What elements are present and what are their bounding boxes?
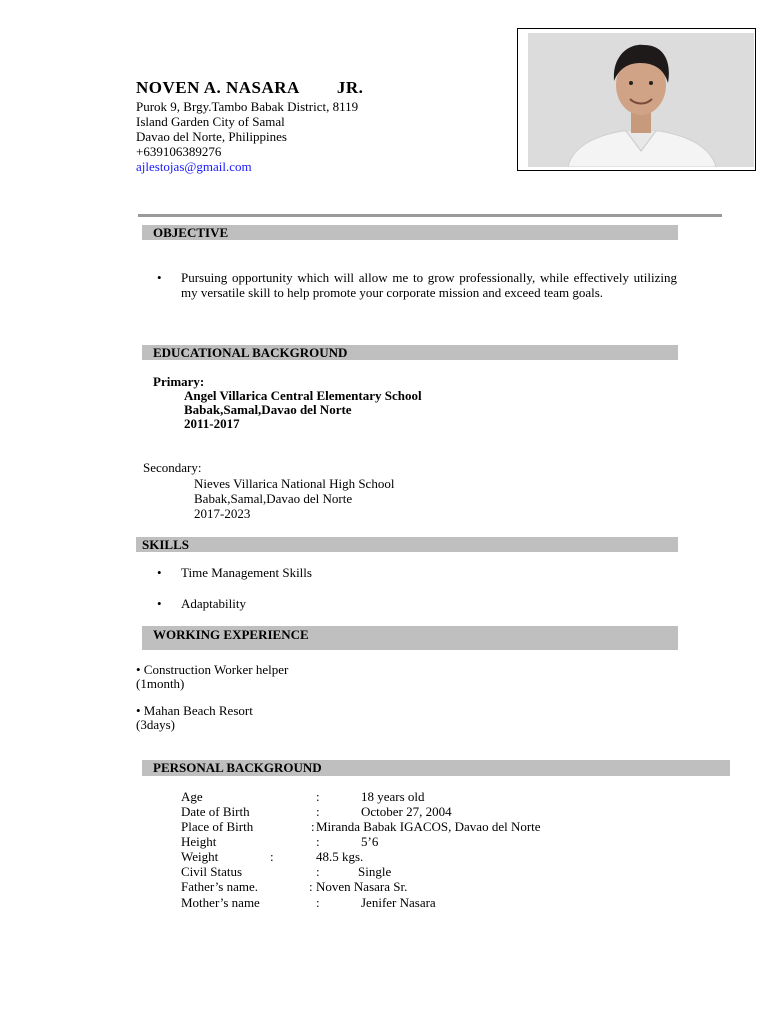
school-address: Babak,Samal,Davao del Norte: [184, 402, 352, 417]
school-years: 2017-2023: [194, 506, 251, 521]
personal-label: Civil Status: [181, 864, 243, 879]
section-header-skills: [136, 537, 678, 552]
personal-label: Age: [181, 789, 203, 804]
personal-value: Single: [358, 864, 392, 879]
personal-separator: :: [316, 895, 320, 910]
objective-item: [157, 270, 677, 300]
header-divider: [138, 214, 722, 217]
applicant-name: [136, 78, 363, 98]
personal-value: Miranda Babak IGACOS, Davao del Norte: [316, 819, 541, 834]
personal-separator: :: [311, 819, 315, 834]
school-name: Nieves Villarica National High School: [194, 476, 395, 491]
personal-separator: :: [316, 864, 320, 879]
name-suffix: JR.: [336, 78, 364, 97]
person-portrait-icon: [528, 33, 754, 167]
personal-label: Mother’s name: [181, 895, 260, 910]
school-address: Babak,Samal,Davao del Norte: [194, 491, 353, 506]
name-text: NOVEN A. NASARA: [136, 78, 299, 97]
experience-duration: (1month): [136, 676, 185, 691]
school-years: 2011-2017: [184, 416, 240, 431]
primary-school: [184, 389, 422, 431]
section-header-education: [142, 345, 678, 360]
section-title: EDUCATIONAL BACKGROUND: [153, 345, 348, 360]
section-title: PERSONAL BACKGROUND: [153, 760, 322, 775]
skill-text: Time Management Skills: [181, 565, 312, 580]
secondary-label: Secondary:: [143, 460, 202, 475]
bullet-icon: •: [157, 270, 162, 285]
primary-label: Primary:: [153, 374, 205, 389]
phone-number: +639106389276: [136, 144, 222, 159]
personal-value: Jenifer Nasara: [361, 895, 436, 910]
experience-duration: (3days): [136, 717, 175, 732]
personal-label: Father’s name.: [181, 879, 259, 894]
section-title: WORKING EXPERIENCE: [153, 627, 309, 642]
personal-label: Height: [181, 834, 217, 849]
secondary-school: [194, 476, 394, 521]
skill-item: [157, 596, 557, 611]
personal-value: 5’6: [361, 834, 379, 849]
personal-value: Noven Nasara Sr.: [316, 879, 408, 894]
experience-role: • Construction Worker helper: [136, 662, 289, 677]
email-link[interactable]: ajlestojas@gmail.com: [136, 159, 252, 174]
personal-separator: :: [316, 789, 320, 804]
skill-text: Adaptability: [181, 596, 246, 611]
address-line: Island Garden City of Samal: [136, 114, 285, 129]
personal-label: Place of Birth: [181, 819, 254, 834]
section-header-experience: [142, 626, 678, 650]
profile-photo: [528, 33, 754, 167]
section-header-objective: [142, 225, 678, 240]
bullet-icon: •: [157, 596, 162, 611]
personal-separator: :: [316, 804, 320, 819]
personal-separator: :: [309, 879, 313, 894]
personal-value: October 27, 2004: [361, 804, 452, 819]
objective-text: Pursuing opportunity which will allow me to grow professionally, while effectively utilizing my versatile skill to help promote your corporate mission and exceed team goals.: [181, 270, 677, 300]
personal-value: 48.5 kgs.: [316, 849, 364, 864]
address-line: Davao del Norte, Philippines: [136, 129, 287, 144]
address-line: Purok 9, Brgy.Tambo Babak District, 8119: [136, 99, 359, 114]
section-title: SKILLS: [142, 537, 189, 552]
experience-item: [136, 704, 253, 732]
personal-label: Weight: [181, 849, 219, 864]
bullet-icon: •: [157, 565, 162, 580]
experience-role: • Mahan Beach Resort: [136, 703, 253, 718]
skill-item: [157, 565, 557, 580]
section-title: OBJECTIVE: [153, 225, 229, 240]
personal-label: Date of Birth: [181, 804, 250, 819]
experience-item: [136, 663, 288, 691]
profile-photo-frame: [517, 28, 756, 171]
section-header-personal: [142, 760, 730, 776]
school-name: Angel Villarica Central Elementary School: [184, 388, 422, 403]
personal-separator: :: [270, 849, 274, 864]
address-block: [136, 99, 358, 174]
personal-separator: :: [316, 834, 320, 849]
personal-value: 18 years old: [361, 789, 425, 804]
